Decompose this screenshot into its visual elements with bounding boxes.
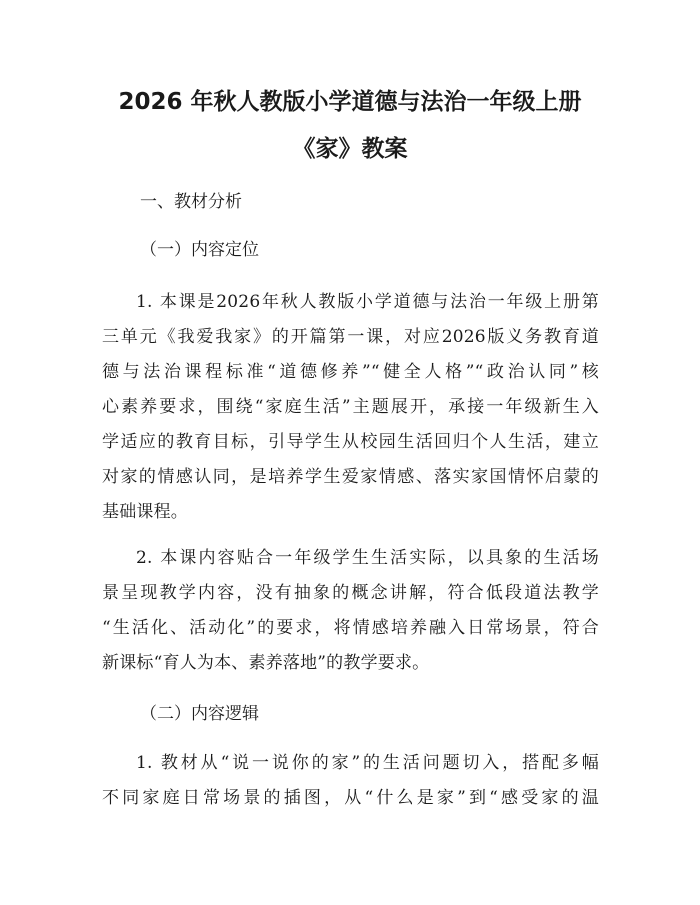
paragraph-3 — [102, 746, 599, 816]
section-heading-textbook-analysis: 一、教材分析 — [140, 192, 242, 212]
paragraph-2-line: 2. 本课内容贴合一年级学生生活实际，以具象的生活场 — [136, 548, 599, 568]
paragraph-2-line: “生活化、活动化”的要求，将情感培养融入日常场景，符合 — [102, 618, 599, 638]
paragraph-2-line: 新课标“育人为本、素养落地”的教学要求。 — [102, 653, 430, 673]
paragraph-1-line: 1. 本课是2026年秋人教版小学道德与法治一年级上册第 — [136, 292, 599, 312]
paragraph-1-line: 三单元《我爱我家》的开篇第一课，对应2026版义务教育道 — [102, 327, 599, 347]
paragraph-1-line: 学适应的教育目标，引导学生从校园生活回归个人生活，建立 — [102, 432, 599, 452]
paragraph-2 — [102, 541, 599, 681]
paragraph-1-line: 心素养要求，围绕“家庭生活”主题展开，承接一年级新生入 — [102, 397, 599, 417]
paragraph-1 — [102, 285, 599, 530]
subsection-heading-content-logic: （二）内容逻辑 — [140, 704, 259, 724]
document-title-line-1: 2026 年秋人教版小学道德与法治一年级上册 — [118, 89, 582, 115]
paragraph-1-line: 基础课程。 — [102, 502, 188, 522]
paragraph-1-line: 德与法治课程标准“道德修养”“健全人格”“政治认同”核 — [102, 362, 599, 382]
paragraph-1-line: 对家的情感认同，是培养学生爱家情感、落实家国情怀启蒙的 — [102, 467, 599, 487]
paragraph-3-line: 不同家庭日常场景的插图，从“什么是家”到“感受家的温 — [102, 788, 599, 808]
paragraph-2-line: 景呈现教学内容，没有抽象的概念讲解，符合低段道法教学 — [102, 583, 599, 603]
document-title-line-2: 《家》教案 — [292, 136, 408, 162]
subsection-heading-content-positioning: （一）内容定位 — [140, 240, 259, 260]
paragraph-3-line: 1. 教材从“说一说你的家”的生活问题切入，搭配多幅 — [136, 753, 599, 773]
